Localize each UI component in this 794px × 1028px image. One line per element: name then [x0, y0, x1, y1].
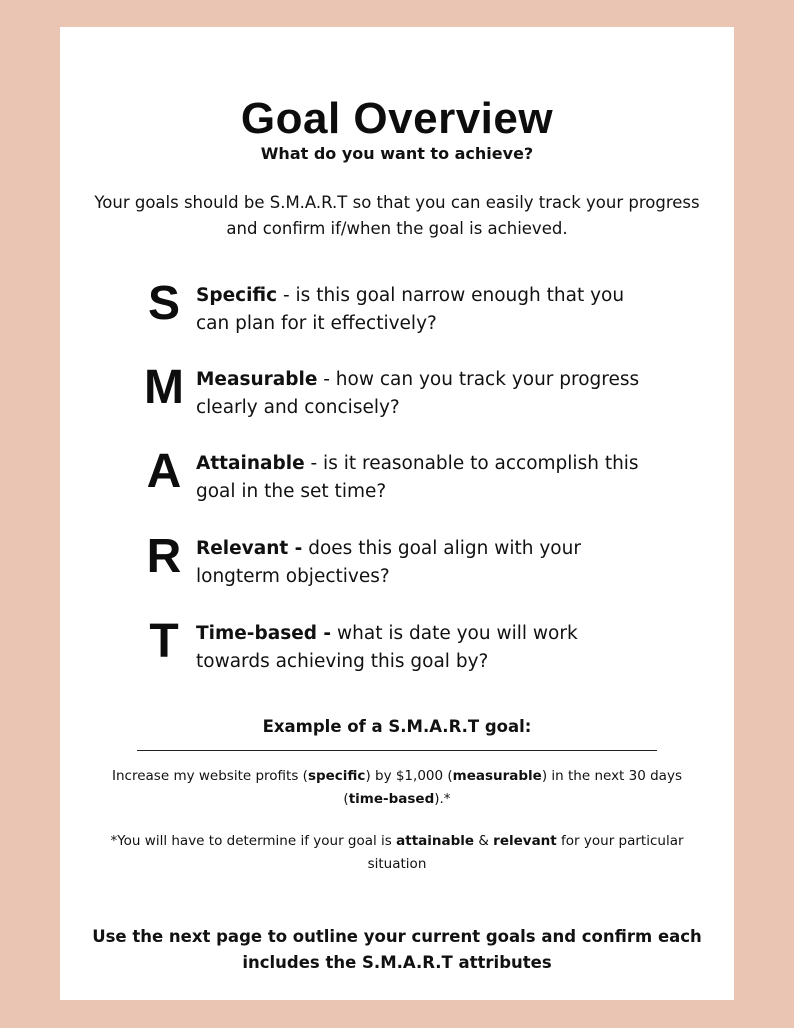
smart-item-attainable: [140, 445, 660, 524]
smart-text-relevant: [196, 535, 656, 591]
document-page: [60, 27, 734, 1000]
smart-description: what is date you will work towards achieving this goal by?: [196, 623, 578, 672]
smart-letter-s: S: [147, 277, 180, 330]
smart-text-attainable: [196, 450, 656, 506]
smart-letter-t: T: [149, 615, 179, 668]
smart-description: - is this goal narrow enough that you can plan for it effectively?: [196, 285, 625, 334]
example-paragraph: [110, 765, 684, 811]
smart-description: - is it reasonable to accomplish this goal in the set time?: [196, 453, 639, 502]
smart-term: Relevant -: [196, 538, 303, 559]
divider: [137, 750, 657, 751]
smart-item-relevant: [140, 530, 660, 609]
example-text-part: ) by $1,000 (: [365, 768, 453, 784]
smart-text-specific: [196, 282, 656, 338]
smart-description: does this goal align with your longterm objectives?: [196, 538, 581, 587]
smart-letter-a: A: [146, 445, 182, 498]
example-heading: Example of a S.M.A.R.T goal:: [262, 717, 532, 736]
smart-letter-r: R: [146, 530, 182, 583]
example-text-part: ).*: [434, 791, 451, 807]
page-subtitle: What do you want to achieve?: [260, 144, 534, 163]
smart-text-measurable: [196, 366, 656, 422]
example-specific-keyword: specific: [307, 768, 366, 784]
smart-item-specific: [140, 277, 660, 356]
smart-text-time-based: [196, 620, 656, 676]
example-measurable-keyword: measurable: [452, 768, 542, 784]
smart-term: Measurable: [196, 369, 318, 390]
intro-paragraph: Your goals should be S.M.A.R.T so that you can easily track your progress and confirm if/when the goal is achieved.: [94, 193, 700, 238]
note-paragraph: [110, 830, 684, 876]
footer-instruction: Use the next page to outline your current goals and confirm each includes the S.M.A.R.T attributes: [92, 927, 702, 972]
example-text-part: Increase my website profits (: [112, 768, 308, 784]
note-text-part: *You will have to determine if your goal is: [110, 833, 397, 849]
page-title: Goal Overview: [240, 94, 554, 143]
smart-term: Time-based -: [196, 623, 332, 644]
smart-term: Specific: [196, 285, 278, 306]
smart-item-time-based: [140, 615, 660, 694]
smart-description: - how can you track your progress clearly and concisely?: [196, 369, 640, 418]
note-attainable-keyword: attainable: [396, 833, 475, 849]
note-relevant-keyword: relevant: [493, 833, 557, 849]
smart-item-measurable: [140, 361, 660, 440]
example-time-based-keyword: time-based: [348, 791, 435, 807]
note-text-part: &: [474, 833, 494, 849]
note-text-part: for your particular situation: [367, 833, 684, 872]
smart-term: Attainable: [196, 453, 305, 474]
smart-letter-m: M: [144, 361, 184, 414]
example-text-part: ) in the next 30 days (: [343, 768, 682, 807]
